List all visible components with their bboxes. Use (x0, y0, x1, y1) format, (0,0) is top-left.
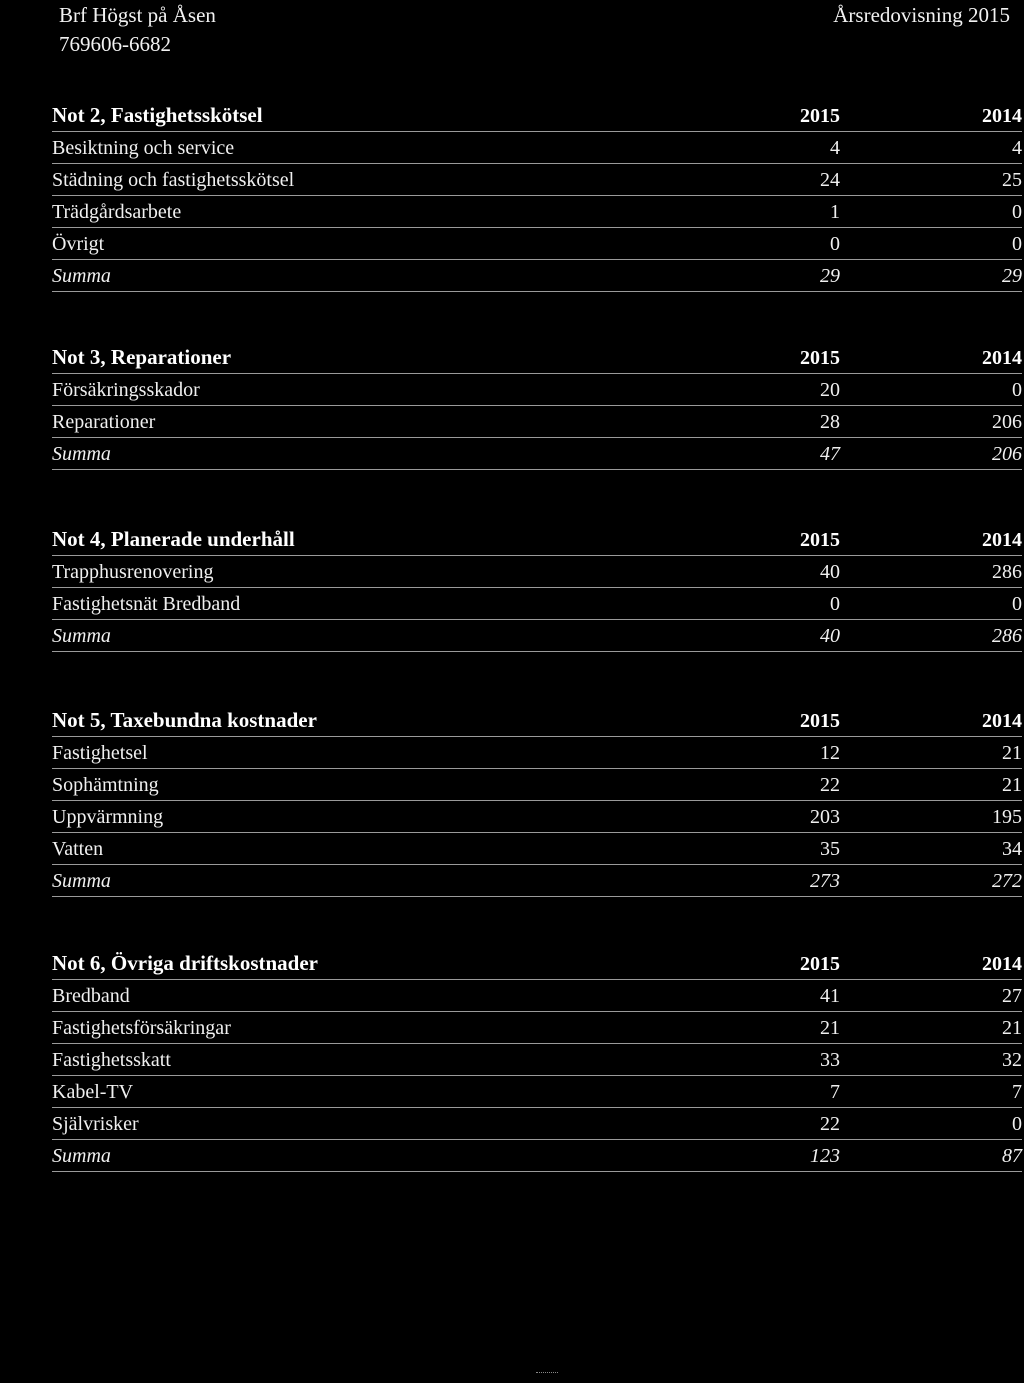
column-header-2014: 2014 (982, 529, 1022, 551)
row-label: Trapphusrenovering (52, 561, 214, 583)
note-title: Not 5, Taxebundna kostnader (52, 708, 317, 732)
sum-2014: 286 (992, 625, 1022, 647)
row-label: Bredband (52, 985, 130, 1007)
page-header-left (59, 1, 216, 59)
table-row (52, 374, 1022, 406)
table-row (52, 132, 1022, 164)
sum-row (52, 260, 1022, 292)
value-2014: 25 (1002, 169, 1022, 191)
value-2014: 21 (1002, 1017, 1022, 1039)
row-label: Sophämtning (52, 774, 159, 796)
value-2014: 195 (992, 806, 1022, 828)
column-header-2015: 2015 (800, 953, 840, 975)
value-2014: 286 (992, 561, 1022, 583)
sum-label: Summa (52, 625, 111, 647)
sum-2014: 206 (992, 443, 1022, 465)
column-header-2015: 2015 (800, 529, 840, 551)
note-5-table (52, 703, 1022, 897)
row-label: Fastighetsskatt (52, 1049, 171, 1071)
row-label: Trädgårdsarbete (52, 201, 182, 223)
value-2015: 203 (810, 806, 840, 828)
table-row (52, 406, 1022, 438)
column-header-2014: 2014 (982, 347, 1022, 369)
table-row (52, 801, 1022, 833)
row-label: Reparationer (52, 411, 156, 433)
value-2015: 7 (830, 1081, 840, 1103)
table-row (52, 980, 1022, 1012)
sum-label: Summa (52, 265, 111, 287)
value-2015: 0 (830, 233, 840, 255)
table-row (52, 737, 1022, 769)
sum-2015: 47 (820, 443, 840, 465)
table-row (52, 588, 1022, 620)
row-label: Övrigt (52, 233, 105, 255)
sum-2014: 272 (992, 870, 1022, 892)
note-title: Not 3, Reparationer (52, 345, 232, 369)
sum-row (52, 620, 1022, 652)
column-header-2015: 2015 (800, 710, 840, 732)
row-label: Besiktning och service (52, 137, 235, 159)
value-2015: 12 (820, 742, 840, 764)
org-number: 769606-6682 (59, 32, 171, 56)
scan-artifact (536, 1372, 558, 1379)
value-2015: 22 (820, 774, 840, 796)
value-2015: 41 (820, 985, 840, 1007)
sum-2015: 273 (810, 870, 840, 892)
org-name: Brf Högst på Åsen (59, 3, 216, 27)
value-2014: 0 (1012, 1113, 1022, 1135)
value-2015: 4 (830, 137, 840, 159)
value-2014: 7 (1012, 1081, 1022, 1103)
value-2015: 1 (830, 201, 840, 223)
table-row (52, 164, 1022, 196)
value-2015: 33 (820, 1049, 840, 1071)
sum-2014: 87 (1002, 1145, 1022, 1167)
table-row (52, 196, 1022, 228)
note-title: Not 6, Övriga driftskostnader (52, 951, 318, 975)
row-label: Självrisker (52, 1113, 139, 1135)
sum-label: Summa (52, 1145, 111, 1167)
value-2014: 27 (1002, 985, 1022, 1007)
value-2015: 22 (820, 1113, 840, 1135)
sum-2015: 123 (810, 1145, 840, 1167)
sum-row (52, 438, 1022, 470)
value-2014: 0 (1012, 593, 1022, 615)
note-title-row (52, 98, 1022, 132)
value-2014: 21 (1002, 742, 1022, 764)
column-header-2015: 2015 (800, 347, 840, 369)
value-2014: 32 (1002, 1049, 1022, 1071)
column-header-2014: 2014 (982, 105, 1022, 127)
note-title-row (52, 946, 1022, 980)
sum-row (52, 865, 1022, 897)
note-title-row (52, 522, 1022, 556)
note-title: Not 4, Planerade underhåll (52, 527, 295, 551)
note-title: Not 2, Fastighetsskötsel (52, 103, 263, 127)
table-row (52, 833, 1022, 865)
row-label: Fastighetsel (52, 742, 148, 764)
value-2014: 34 (1002, 838, 1022, 860)
row-label: Kabel-TV (52, 1081, 134, 1103)
value-2014: 0 (1012, 201, 1022, 223)
table-row (52, 1108, 1022, 1140)
table-row (52, 1012, 1022, 1044)
value-2014: 0 (1012, 233, 1022, 255)
column-header-2015: 2015 (800, 105, 840, 127)
row-label: Vatten (52, 838, 104, 860)
table-row (52, 769, 1022, 801)
column-header-2014: 2014 (982, 953, 1022, 975)
value-2014: 0 (1012, 379, 1022, 401)
value-2015: 24 (820, 169, 840, 191)
table-row (52, 1076, 1022, 1108)
value-2014: 206 (992, 411, 1022, 433)
sum-label: Summa (52, 443, 111, 465)
note-4-table (52, 522, 1022, 652)
column-header-2014: 2014 (982, 710, 1022, 732)
value-2015: 35 (820, 838, 840, 860)
note-title-row (52, 703, 1022, 737)
table-row (52, 228, 1022, 260)
sum-label: Summa (52, 870, 111, 892)
note-3-table (52, 340, 1022, 470)
row-label: Uppvärmning (52, 806, 164, 828)
page-header-right (833, 1, 1010, 30)
document-title: Årsredovisning 2015 (833, 3, 1010, 27)
table-row (52, 556, 1022, 588)
sum-2015: 40 (820, 625, 840, 647)
value-2015: 28 (820, 411, 840, 433)
row-label: Fastighetsnät Bredband (52, 593, 241, 615)
value-2015: 0 (830, 593, 840, 615)
value-2014: 21 (1002, 774, 1022, 796)
row-label: Försäkringsskador (52, 379, 200, 401)
value-2014: 4 (1012, 137, 1022, 159)
sum-2014: 29 (1002, 265, 1022, 287)
sum-row (52, 1140, 1022, 1172)
value-2015: 20 (820, 379, 840, 401)
value-2015: 40 (820, 561, 840, 583)
note-title-row (52, 340, 1022, 374)
note-2-table (52, 98, 1022, 292)
row-label: Fastighetsförsäkringar (52, 1017, 231, 1039)
table-row (52, 1044, 1022, 1076)
note-6-table (52, 946, 1022, 1172)
sum-2015: 29 (820, 265, 840, 287)
row-label: Städning och fastighetsskötsel (52, 169, 295, 191)
value-2015: 21 (820, 1017, 840, 1039)
